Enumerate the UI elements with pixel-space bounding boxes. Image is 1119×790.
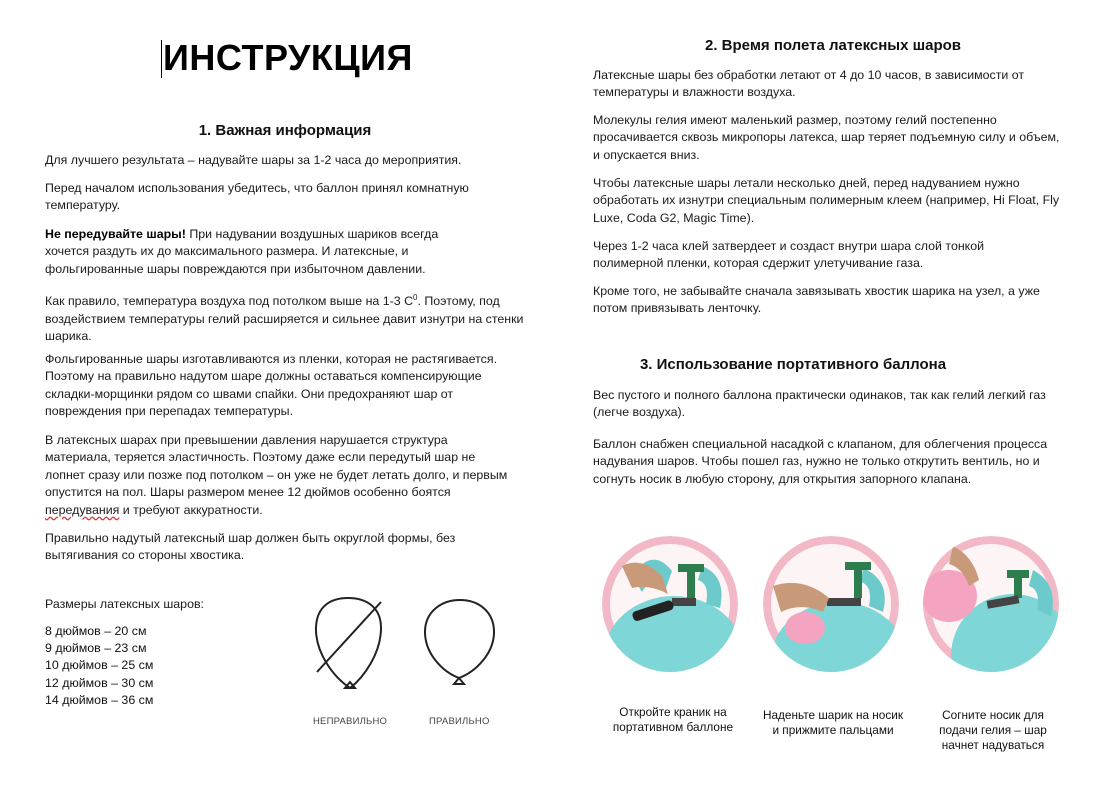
section-1-paragraph-1: Для лучшего результата – надувайте шары за 1-2 часа до мероприятия.: [45, 153, 462, 167]
right-label: ПРАВИЛЬНО: [429, 716, 490, 727]
balloon-shape-figure: [305, 592, 505, 702]
spellcheck-word: передувания: [45, 502, 120, 517]
caption-line: и прижмите пальцами: [772, 723, 894, 737]
caption-line: подачи гелия – шар: [939, 723, 1047, 737]
section-2-paragraph-5: Кроме того, не забывайте сначала завязывать хвостик шарика на узел, а уже потом привязывать ленточку.: [593, 284, 1040, 316]
latex-text-a: В латексных шарах при превышении давления нарушается структура материала, теряется эластичность. Поэтому даже если передутый шар не лопнет сразу или позже под потолком – он уже не будет летать долго, и первым опустится на пол. Шары размером менее 12 дюймов особенно боятся: [45, 433, 508, 500]
section-3-paragraph-1: Вес пустого и полного баллона практически одинаков, так как гелий легкий газ (легче воздуха).: [593, 388, 1046, 420]
section-1-paragraph-4: [45, 289, 527, 345]
section-3-paragraph-2: Баллон снабжен специальной насадкой с клапаном, для облегчения процесса надувания шаров. Чтобы пошел газ, нужно не только открутить вентиль, но и согнуть носик в любую сторону, для открытия запорного клапана.: [593, 437, 1048, 486]
wrong-label: НЕПРАВИЛЬНО: [313, 716, 388, 727]
section-2-paragraph-3: Чтобы латексные шары летали несколько дней, перед надуванием нужно обработать их изнутри специальным полимерным клеем (например, Hi Float, Fly Luxe, Coda G2, Magic Time).: [593, 176, 1060, 225]
step-3-photo: [923, 536, 1059, 672]
section-2-paragraph-2: Молекулы гелия имеют маленький размер, поэтому гелий постепенно просачивается сквозь микропоры латекса, шар теряет подъемную силу и объем, и опускается вниз.: [593, 113, 1060, 162]
step-2-caption: [748, 708, 918, 738]
right-balloon-icon: [425, 600, 494, 684]
caption-line: начнет надуваться: [941, 738, 1045, 752]
section-1-paragraph-6: [45, 432, 510, 519]
step-1-photo: [602, 536, 738, 672]
section-3-heading: 3. Использование портативного баллона: [639, 356, 947, 373]
sizes-heading: Размеры латексных шаров:: [45, 597, 204, 611]
size-item: 8 дюймов – 20 см: [45, 624, 147, 638]
size-item: 12 дюймов – 30 см: [45, 675, 154, 690]
caption-line: Откройте краник на: [619, 705, 727, 719]
sizes-list: [45, 623, 153, 709]
section-1-paragraph-5: Фольгированные шары изготавливаются из пленки, которая не растягивается. Поэтому на правильно надутом шаре должны оставаться компенсирующие складки-морщинки рядом со швами спайки. Они предохраняют шар от повреждения при перепадах температуры.: [45, 352, 498, 419]
temp-text-a: Как правило, температура воздуха под потолком выше на 1-3 С: [45, 294, 414, 309]
section-2-paragraph-4: Через 1-2 часа клей затвердеет и создаст внутри шара слой тонкой полимерной пленки, которая сдержит улетучивание газа.: [593, 239, 985, 271]
section-2-paragraph-1: Латексные шары без обработки летают от 4 до 10 часов, в зависимости от температуры и влажности воздуха.: [593, 68, 1025, 100]
section-1-heading: 1. Важная информация: [198, 122, 372, 139]
caption-line: Наденьте шарик на носик: [762, 708, 904, 722]
caption-line: Согните носик для: [942, 708, 1044, 722]
section-1-paragraph-3: [45, 226, 485, 278]
caption-line: портативном баллоне: [612, 720, 734, 734]
warning-text: При надувании воздушных шариков всегда хочется раздуть их до максимального размера. И латексные, и фольгированные шары повреждаются при избыточном давлении.: [45, 227, 439, 276]
temp-text-b: . Поэтому, под воздействием температуры гелий расширяется и сильнее давит изнутри на стенки шарика.: [45, 294, 524, 343]
step-2-photo: [763, 536, 899, 672]
size-item: 14 дюймов – 36 см: [45, 692, 154, 707]
size-item: 9 дюймов – 23 см: [45, 641, 147, 656]
page-title: ИНСТРУКЦИЯ: [163, 37, 413, 78]
section-1-paragraph-7: Правильно надутый латексный шар должен быть округлой формы, без вытягивания со стороны хвостика.: [45, 531, 456, 563]
step-1-caption: [588, 705, 758, 735]
text-cursor: [161, 40, 162, 78]
step-3-caption: [908, 708, 1078, 753]
degree-sup: 0: [413, 293, 418, 302]
section-2-heading: 2. Время полета латексных шаров: [705, 37, 961, 54]
warning-bold-text: Не передувайте шары!: [45, 227, 186, 241]
latex-text-b: и требуют аккуратности.: [119, 502, 263, 517]
wrong-balloon-icon: [316, 598, 381, 688]
section-1-paragraph-2: Перед началом использования убедитесь, что баллон принял комнатную температуру.: [45, 181, 469, 213]
size-item: 10 дюймов – 25 см: [45, 658, 154, 673]
